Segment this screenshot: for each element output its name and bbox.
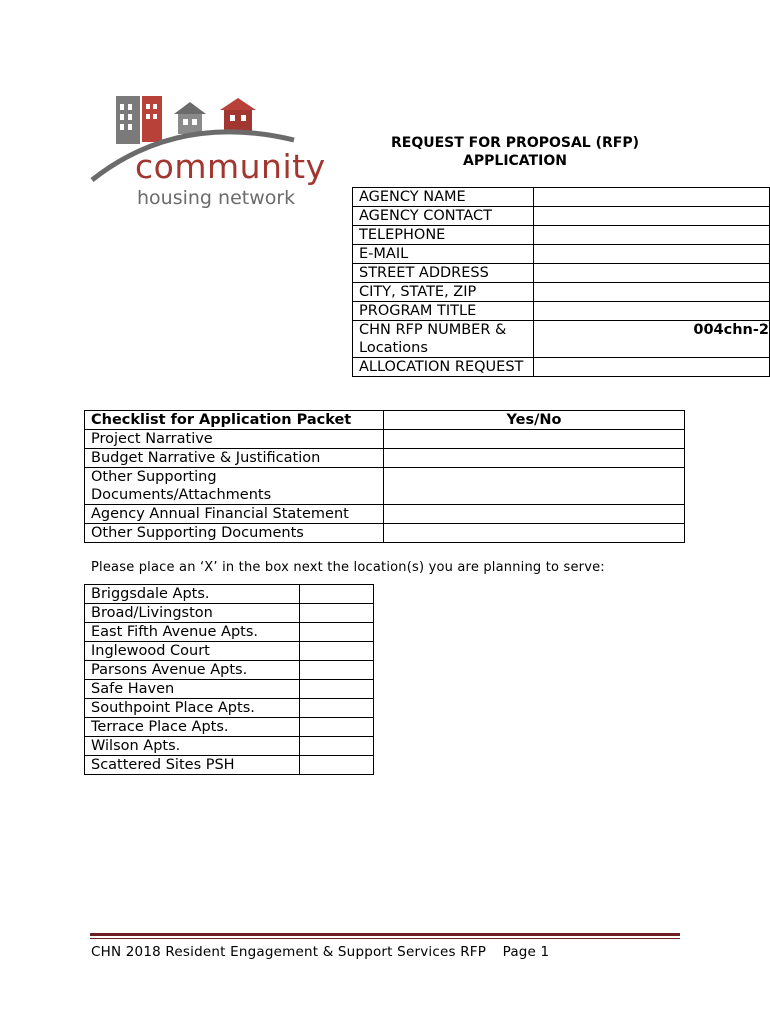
location-label: East Fifth Avenue Apts. <box>85 623 300 642</box>
location-checkbox-cell[interactable] <box>300 604 374 623</box>
logo-wordmark: community <box>135 147 326 186</box>
table-row <box>353 302 770 321</box>
title-line-1: REQUEST FOR PROPOSAL (RFP) <box>390 135 640 151</box>
checklist-yes-no-cell[interactable] <box>384 468 685 505</box>
rfp-number-label-line-2: Locations <box>359 340 428 356</box>
checklist-item-label <box>85 468 384 505</box>
email-label: E-MAIL <box>353 245 534 264</box>
table-row <box>353 188 770 207</box>
location-checkbox-cell[interactable] <box>300 680 374 699</box>
footer-text: CHN 2018 Resident Engagement & Support Services RFP <box>91 944 487 960</box>
table-row <box>353 358 770 377</box>
rfp-number-label-line-1: CHN RFP NUMBER & <box>359 322 507 338</box>
location-label: Briggsdale Apts. <box>85 585 300 604</box>
table-row <box>85 505 685 524</box>
table-row <box>85 718 374 737</box>
table-row <box>353 207 770 226</box>
logo-subtitle: housing network <box>137 187 296 209</box>
location-label: Inglewood Court <box>85 642 300 661</box>
location-checkbox-cell[interactable] <box>300 661 374 680</box>
page-title <box>360 134 670 170</box>
checklist-yes-no-cell[interactable] <box>384 430 685 449</box>
table-row <box>353 283 770 302</box>
checklist-item-label: Budget Narrative & Justification <box>85 449 384 468</box>
table-row <box>85 585 374 604</box>
table-row <box>85 661 374 680</box>
program-title-label: PROGRAM TITLE <box>353 302 534 321</box>
location-checkbox-cell[interactable] <box>300 623 374 642</box>
table-row <box>85 737 374 756</box>
location-instruction: Please place an ‘X’ in the box next the location(s) you are planning to serve: <box>91 560 605 575</box>
checklist-yes-no-cell[interactable] <box>384 505 685 524</box>
agency-contact-label: AGENCY CONTACT <box>353 207 534 226</box>
checklist-item-line-2: Documents/Attachments <box>91 487 272 503</box>
checklist-yes-no-cell[interactable] <box>384 524 685 543</box>
street-address-field[interactable] <box>533 264 769 283</box>
table-row <box>85 604 374 623</box>
email-field[interactable] <box>533 245 769 264</box>
location-checkbox-cell[interactable] <box>300 756 374 775</box>
telephone-field[interactable] <box>533 226 769 245</box>
checklist-item-label: Project Narrative <box>85 430 384 449</box>
footer-divider-thin <box>90 938 680 939</box>
locations-table <box>84 584 374 775</box>
page-footer <box>91 944 549 960</box>
city-state-zip-label: CITY, STATE, ZIP <box>353 283 534 302</box>
table-row <box>85 642 374 661</box>
table-row <box>85 468 685 505</box>
rfp-number-label <box>353 321 534 358</box>
allocation-request-label: ALLOCATION REQUEST <box>353 358 534 377</box>
telephone-label: TELEPHONE <box>353 226 534 245</box>
page-number: Page 1 <box>502 944 550 960</box>
footer-divider <box>90 933 680 936</box>
yes-no-header: Yes/No <box>384 411 685 430</box>
city-state-zip-field[interactable] <box>533 283 769 302</box>
program-title-field[interactable] <box>533 302 769 321</box>
location-label: Safe Haven <box>85 680 300 699</box>
location-checkbox-cell[interactable] <box>300 699 374 718</box>
location-label: Parsons Avenue Apts. <box>85 661 300 680</box>
table-row <box>353 321 770 358</box>
checklist-header: Checklist for Application Packet <box>85 411 384 430</box>
table-row <box>85 680 374 699</box>
title-line-2: APPLICATION <box>463 153 567 169</box>
rfp-number-field[interactable]: 004chn-2 <box>533 321 769 358</box>
checklist-yes-no-cell[interactable] <box>384 449 685 468</box>
location-checkbox-cell[interactable] <box>300 642 374 661</box>
table-row <box>85 430 685 449</box>
agency-contact-field[interactable] <box>533 207 769 226</box>
agency-name-label: AGENCY NAME <box>353 188 534 207</box>
table-row <box>353 245 770 264</box>
table-row <box>85 524 685 543</box>
location-label: Terrace Place Apts. <box>85 718 300 737</box>
table-header-row <box>85 411 685 430</box>
location-label: Scattered Sites PSH <box>85 756 300 775</box>
agency-info-table <box>352 187 770 377</box>
location-checkbox-cell[interactable] <box>300 737 374 756</box>
location-checkbox-cell[interactable] <box>300 585 374 604</box>
location-label: Southpoint Place Apts. <box>85 699 300 718</box>
location-checkbox-cell[interactable] <box>300 718 374 737</box>
checklist-item-label: Agency Annual Financial Statement <box>85 505 384 524</box>
checklist-item-label: Other Supporting Documents <box>85 524 384 543</box>
location-label: Wilson Apts. <box>85 737 300 756</box>
checklist-table <box>84 410 685 543</box>
table-row <box>353 264 770 283</box>
location-label: Broad/Livingston <box>85 604 300 623</box>
table-row <box>85 449 685 468</box>
agency-name-field[interactable] <box>533 188 769 207</box>
community-housing-network-logo <box>88 92 348 218</box>
street-address-label: STREET ADDRESS <box>353 264 534 283</box>
table-row <box>85 623 374 642</box>
table-row <box>85 756 374 775</box>
allocation-request-field[interactable] <box>533 358 769 377</box>
table-row <box>353 226 770 245</box>
table-row <box>85 699 374 718</box>
checklist-item-line-1: Other Supporting <box>91 469 217 485</box>
